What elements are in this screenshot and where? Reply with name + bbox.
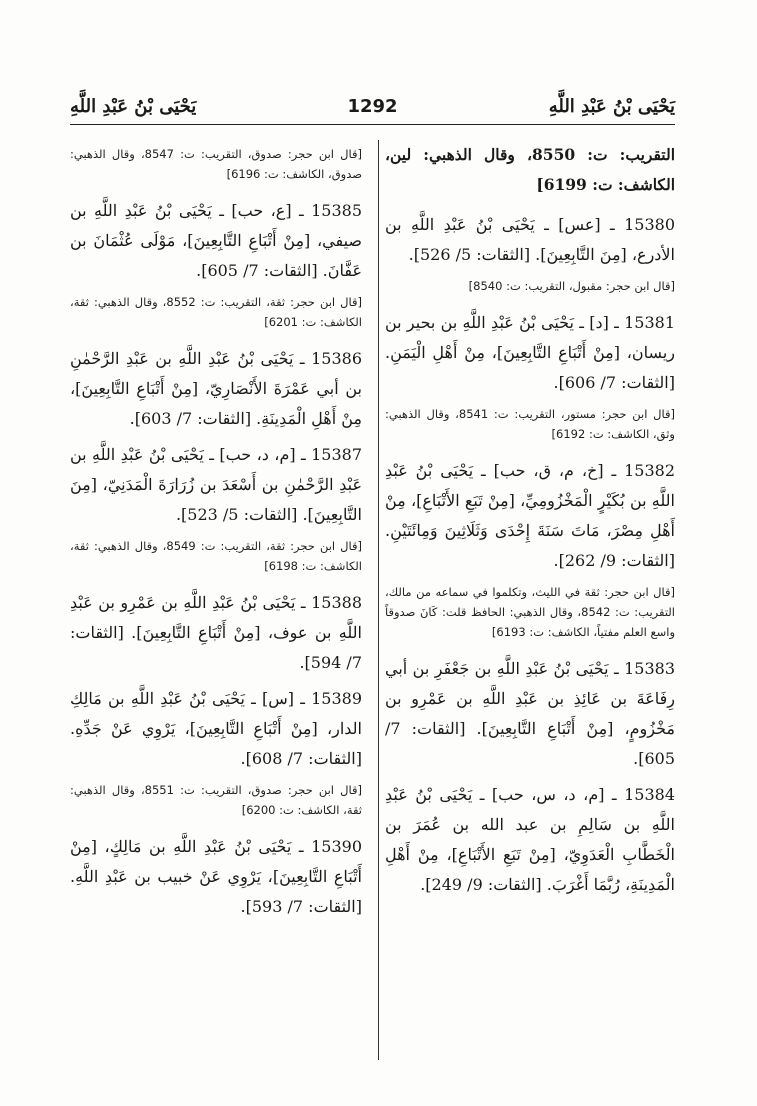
entry-15382: 15382 ـ [خ، م، ق، حب] ـ يَحْيَى بْنُ عَبْدِ اللَّهِ بن بُكَيْرٍ الْمَخْزُومِيِّ، [مِنْ تَبَعِ الأَتْبَاعِ]، مِنْ أَهْلِ مِصْرَ، مَاتَ سَنَةَ إِحْدَى وَثَلَاثِينَ وَمِائَتَيْنِ. [الثقات: 9/ 262].: [385, 461, 675, 570]
entry-15384: 15384 ـ [م، د، س، حب] ـ يَحْيَى بْنُ عَبْدِ اللَّهِ بن سَالِمِ بن عبد الله بن عُمَرَ بن الْخَطَّابِ الْعَدَوِيّ، [مِنْ تَبَعِ الأَتْبَاعِ]، مِنْ أَهْلِ الْمَدِينَةِ، رُبَّمَا أَغْرَبَ. [الثقات: 9/ 249].: [385, 785, 675, 894]
entry-15388: 15388 ـ يَحْيَى بْنُ عَبْدِ اللَّهِ بن عَمْرِو بن عَبْدِ اللَّهِ بن عوف، [مِنْ أَتْبَاعِ التَّابِعِينَ]. [الثقات: 7/ 594].: [70, 593, 362, 672]
continued-note: التقريب: ت: 8550، وقال الذهبي: لين، الكاشف: ت: 6199]: [385, 145, 675, 194]
entry-15380: 15380 ـ [عس] ـ يَحْيَى بْنُ عَبْدِ اللَّهِ بن الأدرع، [مِنَ التَّابِعِينَ]. [الثقات: 5/ 526].: [385, 215, 675, 264]
entry-note: [قال ابن حجر: ثقة في الليث، وتكلموا في سماعه من مالك، التقريب: ت: 8542، وقال الذهبي: الحافظ قلت: كَانَ صدوقاً واسع العلم مفتياً، الكاشف: ت: 6193]: [385, 585, 676, 639]
entry-15389: 15389 ـ [س] ـ يَحْيَى بْنُ عَبْدِ اللَّهِ بن مَالِكِ الدار، [مِنْ أَتْبَاعِ التَّابِعِينَ]، يَرْوِي عَنْ جَدِّهِ. [الثقات: 7/ 608].: [70, 689, 362, 768]
running-title-right: يَحْيَى بْنُ عَبْدِ اللَّهِ: [548, 95, 675, 117]
entry-note: [قال ابن حجر: ثقة، التقريب: ت: 8552، وقال الذهبي: ثقة، الكاشف: ت: 6201]: [70, 295, 362, 329]
entry-note: [قال ابن حجر: ثقة، التقريب: ت: 8549، وقال الذهبي: ثقة، الكاشف: ت: 6198]: [70, 539, 362, 573]
right-column: [385, 140, 675, 906]
entry-15383: 15383 ـ يَحْيَى بْنُ عَبْدِ اللَّهِ بن جَعْفَرِ بن أبي رِفَاعَةَ بن عَائِذِ بن عَبْدِ اللَّهِ بن عَمْرِو بن مَخْزُومٍ، [مِنْ أَتْبَاعِ التَّابِعِينَ]. [الثقات: 7/ 605].: [385, 659, 675, 768]
page-number: 1292: [347, 95, 398, 117]
entry-15386: 15386 ـ يَحْيَى بْنُ عَبْدِ اللَّهِ بن عَبْدِ الرَّحْمٰنِ بن أبي عَمْرَةَ الأَنْصَارِيّ، [مِنْ أَتْبَاعِ التَّابِعِينَ]، مِنْ أَهْلِ الْمَدِينَةِ. [الثقات: 7/ 603].: [70, 349, 362, 428]
entry-15381: 15381 ـ [د] ـ يَحْيَى بْنُ عَبْدِ اللَّهِ بن بحير بن ريسان، [مِنْ أَتْبَاعِ التَّابِعِينَ]، مِنْ أَهْلِ الْيَمَنِ. [الثقات: 7/ 606].: [385, 313, 675, 392]
page-header: [70, 88, 675, 125]
entry-note: [قال ابن حجر: مستور، التقريب: ت: 8541، وقال الذهبي: وثق، الكاشف: ت: 6192]: [385, 407, 675, 441]
continued-note: [قال ابن حجر: صدوق، التقريب: ت: 8547، وقال الذهبي: صدوق، الكاشف: ت: 6196]: [70, 147, 362, 181]
column-divider: [378, 140, 379, 1060]
entry-15390: 15390 ـ يَحْيَى بْنُ عَبْدِ اللَّهِ بن مَالِكٍ، [مِنْ أَتْبَاعِ التَّابِعِينَ]، يَرْوِي عَنْ خبيب بن عَبْدِ اللَّهِ. [الثقات: 7/ 593].: [70, 837, 362, 916]
entry-note: [قال ابن حجر: صدوق، التقريب: ت: 8551، وقال الذهبي: ثقة، الكاشف: ت: 6200]: [70, 783, 362, 817]
entry-note: [قال ابن حجر: مقبول، التقريب: ت: 8540]: [468, 279, 675, 293]
entry-15385: 15385 ـ [ع، حب] ـ يَحْيَى بْنُ عَبْدِ اللَّهِ بن صيفي، [مِنْ أَتْبَاعِ التَّابِعِينَ]، مَوْلَى عُثْمَانَ بن عَفَّانَ. [الثقات: 7/ 605].: [70, 201, 362, 280]
left-column: [70, 140, 362, 928]
entry-15387: 15387 ـ [م، د، حب] ـ يَحْيَى بْنُ عَبْدِ اللَّهِ بن عَبْدِ الرَّحْمٰنِ بن أَسْعَدَ بن زُرَارَةَ الْمَدَنِيّ، [مِنَ التَّابِعِينَ]. [الثقات: 5/ 523].: [70, 445, 362, 524]
running-title-left: يَحْيَى بْنُ عَبْدِ اللَّهِ: [70, 95, 197, 117]
